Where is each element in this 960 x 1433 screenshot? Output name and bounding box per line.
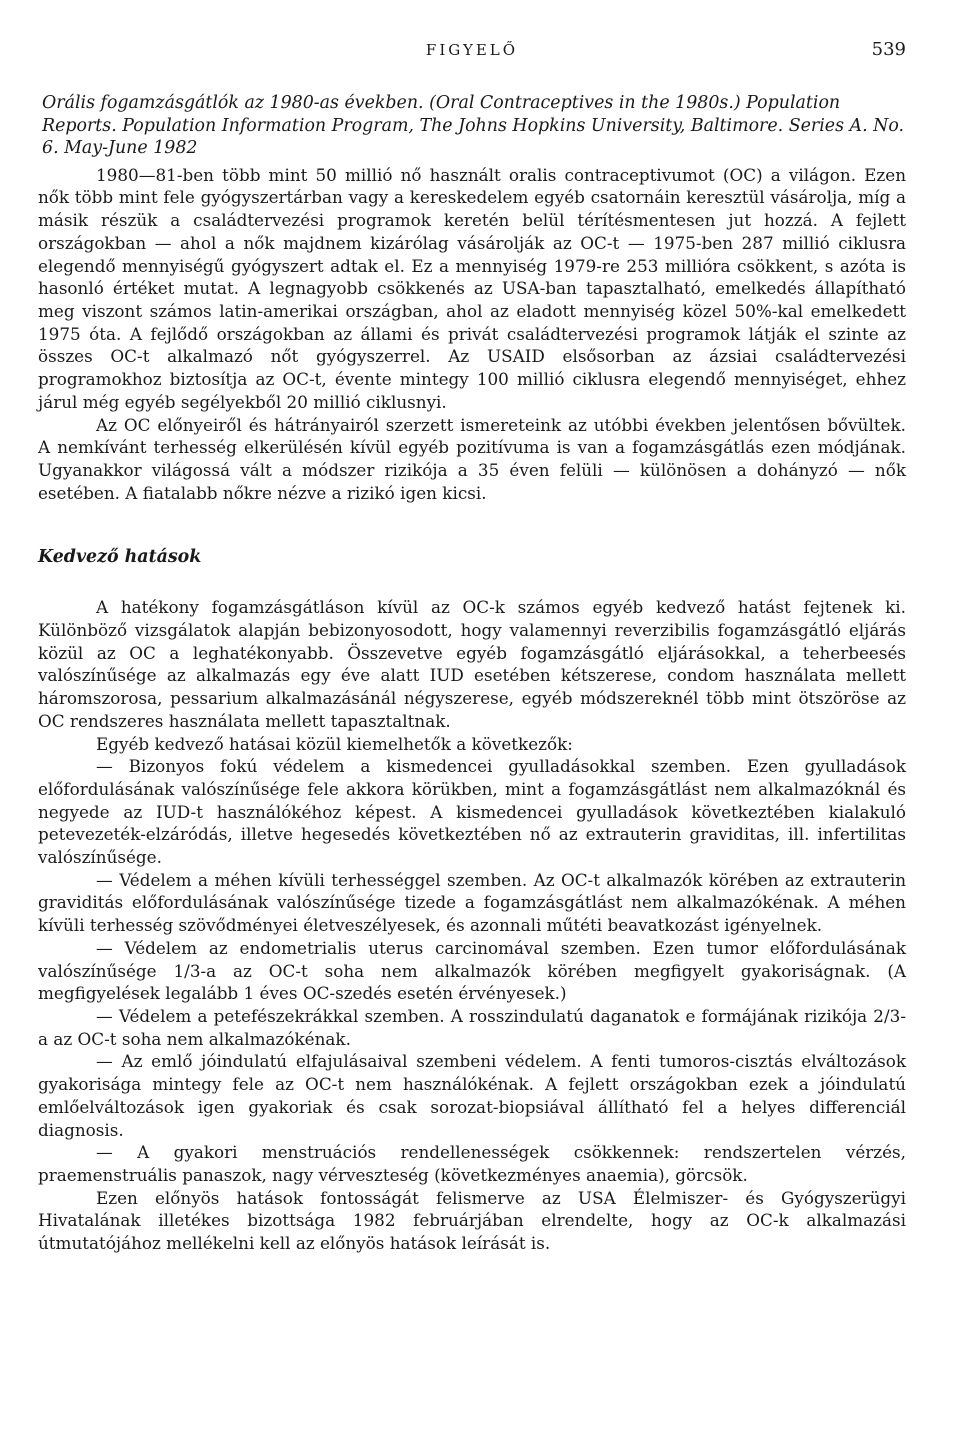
list-item: — Bizonyos fokú védelem a kismedencei gyulladásokkal szemben. Ezen gyulladások előfordulásának valószínűsége fele akkora körükben, mint a fogamzásgátlást nem alkalmazóknál és negyede az IUD-t használókéhoz képest. A kismedencei gyulladások következtében kialakuló petevezeték-elzáródás, illetve hegesedés következtében nő az extrauterin graviditas, ill. infertilitas valószínűsége. bbox=[38, 756, 906, 868]
list-item: — Védelem az endometrialis uterus carcinomával szemben. Ezen tumor előfordulásának valószínűsége 1/3-a az OC-t soha nem alkalmazók körében megfigyelt gyakoriságnak. (A megfigyelések legalább 1 éves OC-szedés esetén érvényesek.) bbox=[38, 937, 906, 1004]
bibliographic-citation: Orális fogamzásgátlók az 1980-as években. (Oral Contraceptives in the 1980s.) Population Reports. Population Information Program, The Johns Hopkins University, Baltimore. Series A. No. 6. May-June 1982 bbox=[42, 93, 905, 159]
section-heading: Kedvező hatások bbox=[38, 547, 202, 568]
paragraph: Ezen előnyös hatások fontosságát felismerve az USA Élelmiszer- és Gyógyszerügyi Hivatalának illetékes bizottsága 1982 februárjában elrendelte, hogy az OC-k alkalmazási útmutatójához mellékelni kell az előnyös hatások leírását is. bbox=[38, 1187, 906, 1254]
journal-title: FIGYELŐ bbox=[425, 41, 519, 59]
page-number: 539 bbox=[871, 39, 906, 60]
list-item: — Az emlő jóindulatú elfajulásaival szembeni védelem. A fenti tumoros-cisztás elváltozások gyakorisága mintegy fele az OC-t nem használókénak. A fejlett országokban ezek a jóindulatú emlőelváltozások igen gyakoriak és csak sorozat-biopsiával állítható fel a helyes differenciál diagnosis. bbox=[38, 1051, 906, 1140]
list-item: — A gyakori menstruációs rendellenességek csökkennek: rendszertelen vérzés, praemenstruális panaszok, nagy vérveszteség (következményes anaemia), görcsök. bbox=[38, 1142, 906, 1185]
list-item: — Védelem a petefészekrákkal szemben. A rosszindulatú daganatok e formájának rizikója 2/3-a az OC-t soha nem alkalmazókénak. bbox=[38, 1005, 906, 1049]
paragraph: Az OC előnyeiről és hátrányairól szerzett ismereteink az utóbbi években jelentősen bővültek. A nemkívánt terhesség elkerülésén kívül egyéb pozitívuma is van a fogamzásgátlás ezen módjának. Ugyanakkor világossá vált a módszer rizikója a 35 éven felüli — különösen a dohányzó — nők esetében. A fiatalabb nőkre nézve a rizikó igen kicsi. bbox=[38, 414, 906, 503]
list-item: — Védelem a méhen kívüli terhességgel szemben. Az OC-t alkalmazók körében az extrauterin graviditás előfordulásának valószínűsége tizede a fogamzásgátlást nem alkalmazókénak. A méhen kívüli terhesség szövődményei életveszélyesek, és azonnali műtéti beavatkozást igényelnek. bbox=[38, 869, 906, 936]
document-page bbox=[38, 40, 906, 1255]
running-header bbox=[38, 40, 906, 70]
paragraph: A hatékony fogamzásgátláson kívül az OC-k számos egyéb kedvező hatást fejtenek ki. Különböző vizsgálatok alapján bebizonyosodott, hogy valamennyi reverzibilis fogamzásgátló eljárás közül az OC a leghatékonyabb. Összevetve egyéb fogamzásgátló eljárásokkal, a teherbeesés valószínűsége az alkalmazás egy éve alatt IUD esetében kétszerese, condom használata mellett háromszorosa, pessarium alkalmazásánál négyszerese, egyéb módszereknél több mint ötszöröse az OC rendszeres használata mellett tapasztaltnak. bbox=[38, 597, 906, 731]
paragraph: Egyéb kedvező hatásai közül kiemelhetők a következők: bbox=[96, 733, 573, 754]
paragraph: 1980—81-ben több mint 50 millió nő használt oralis contraceptivumot (OC) a világon. Ezen nők több mint fele gyógyszertárban vagy a kereskedelem egyéb csatornáin keresztül vásárolja, míg a másik részük a családtervezési programok keretén belül térítésmentesen jut hozzá. A fejlett országokban — ahol a nők majdnem kizárólag vásárolják az OC-t — 1975-ben 287 millió ciklusra elegendő mennyiségű gyógyszert adtak el. Ez a mennyiség 1979-re 253 millióra csökkent, s azóta is hasonló értéket mutat. A legnagyobb csökkenés az USA-ban tapasztalható, emelkedés állapítható meg viszont számos latin-amerikai országban, ahol az eladott mennyiség közel 50%-kal emelkedett 1975 óta. A fejlődő országokban az állami és privát családtervezési programok látják el szinte az összes OC-t alkalmazó nőt gyógyszerrel. Az USAID elsősorban az ázsiai családtervezési programokhoz biztosítja az OC-t, évente mintegy 100 millió ciklusra elegendő mennyiséget, ehhez járul még egyéb segélyekből 20 millió ciklusnyi. bbox=[38, 164, 906, 412]
